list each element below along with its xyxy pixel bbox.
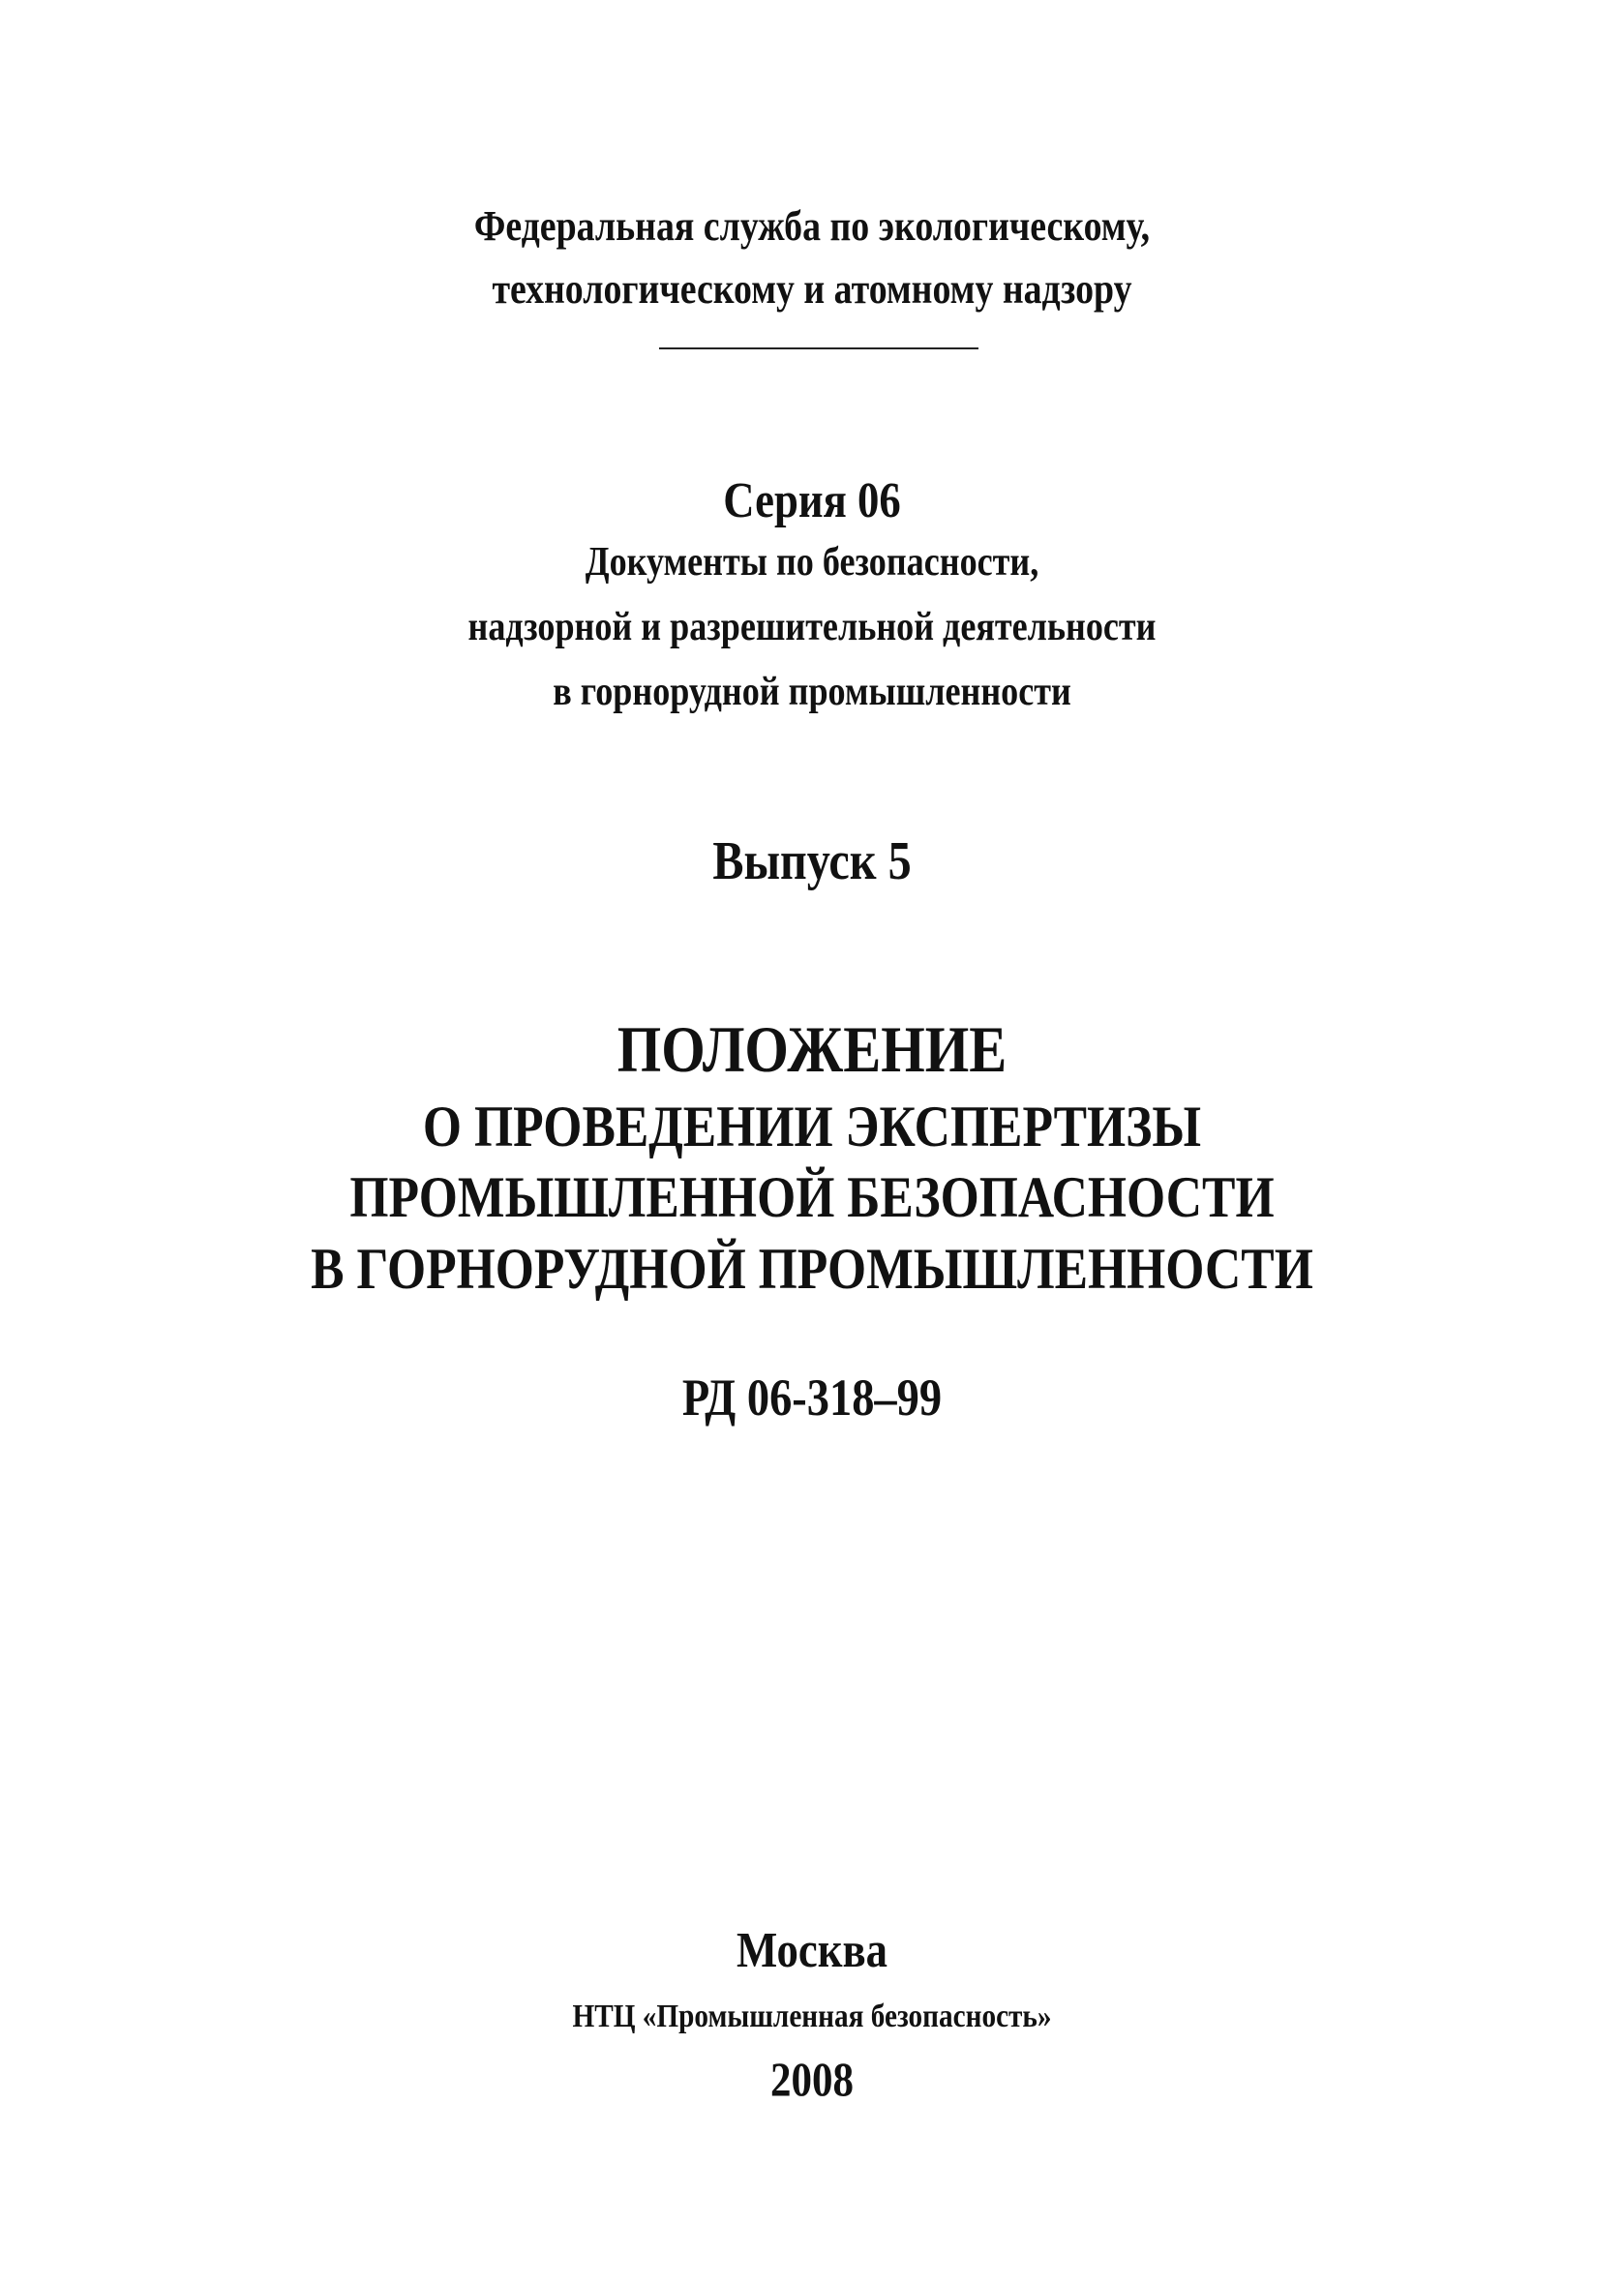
- series-description-line-2: надзорной и разрешительной деятельности: [467, 605, 1157, 649]
- imprint-publisher: НТЦ «Промышленная безопасность»: [572, 1999, 1052, 2034]
- imprint-year: 2008: [770, 2052, 854, 2106]
- header-divider: [659, 347, 978, 349]
- series-label: Серия 06: [723, 473, 901, 528]
- document-title-main: ПОЛОЖЕНИЕ: [617, 1012, 1007, 1086]
- document-title-line-1: О ПРОВЕДЕНИИ ЭКСПЕРТИЗЫ: [422, 1095, 1202, 1158]
- organization-line-2: технологическому и атомному надзору: [492, 265, 1132, 313]
- organization-line-1: Федеральная служба по экологическому,: [473, 202, 1151, 250]
- series-description-line-1: Документы по безопасности,: [585, 540, 1039, 585]
- document-code: РД 06-318–99: [681, 1368, 943, 1427]
- series-description-line-3: в горнорудной промышленности: [553, 670, 1071, 714]
- document-title-line-2: ПРОМЫШЛЕННОЙ БЕЗОПАСНОСТИ: [349, 1165, 1275, 1229]
- imprint-city: Москва: [736, 1923, 888, 1978]
- issue-number: Выпуск 5: [712, 831, 912, 891]
- document-title-line-3: В ГОРНОРУДНОЙ ПРОМЫШЛЕННОСТИ: [311, 1237, 1313, 1301]
